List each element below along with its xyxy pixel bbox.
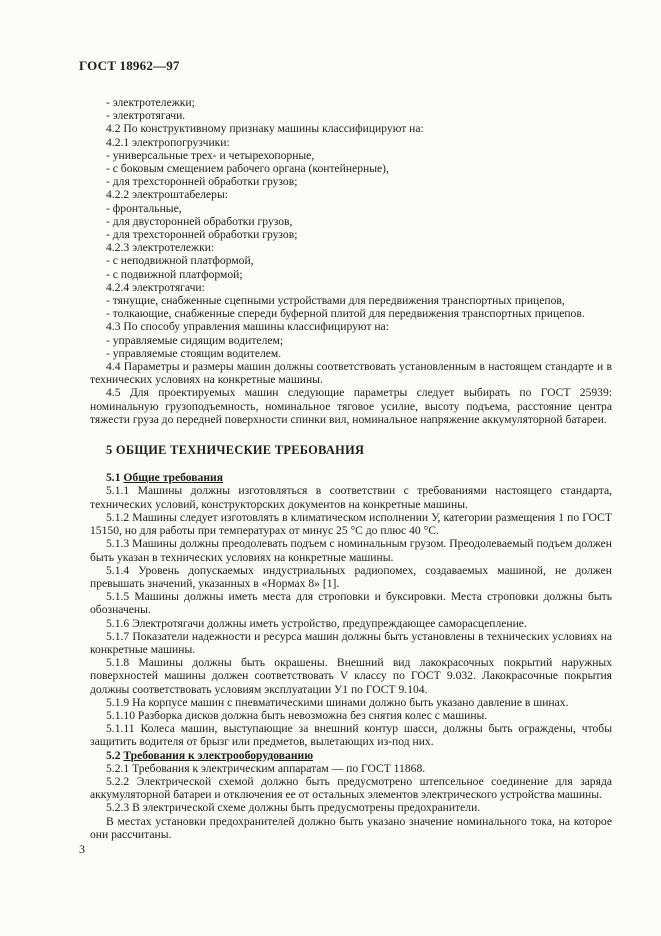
subsection-heading <box>90 471 612 484</box>
paragraph: 4.3 По способу управления машины классифицируют на: <box>106 320 389 334</box>
list-item: - для двусторонней обработки грузов, <box>106 214 293 228</box>
paragraph: 5.1.4 Уровень допускаемых индустриальных радиопомех, создаваемых машиной, не должен превышать значений, указанных в «Нормах 8» [1]. <box>90 563 612 590</box>
list-item: - тянущие, снабженные сцепными устройствами для передвижения транспортных прицепов, <box>106 294 565 308</box>
paragraph: 5.2.3 В электрической схеме должны быть предусмотрены предохранители. <box>106 801 481 815</box>
paragraph: 5.1.9 На корпусе машин с пневматическими шинами должно быть указано давление в шинах. <box>106 695 569 709</box>
paragraph: 4.2.1 электропогрузчики: <box>106 135 230 149</box>
paragraph: 5.2.1 Требования к электрическим аппаратам — по ГОСТ 11868. <box>106 761 426 775</box>
page-number: 3 <box>79 842 85 856</box>
paragraph: 5.1.10 Разборка дисков должна быть невозможна без снятия колес с машины. <box>106 708 488 722</box>
paragraph: 5.1.6 Электротягачи должны иметь устройство, предупреждающее саморасцепление. <box>106 616 527 630</box>
paragraph: 5.1.7 Показатели надежности и ресурса машин должны быть установлены в технических условиях на конкретные машины. <box>90 629 612 656</box>
list-item: - с боковым смещением рабочего органа (контейнерные), <box>106 162 389 176</box>
paragraph: 5.1.5 Машины должны иметь места для строповки и буксировки. Места строповки должны быть обозначены. <box>90 590 612 617</box>
list-item: - универсальные трех- и четырехопорные, <box>106 148 315 162</box>
paragraph: В местах установки предохранителей должно быть указано значение номинального тока, на которое они рассчитаны. <box>90 814 612 841</box>
document-body <box>90 96 612 841</box>
list-item: - управляемые стоящим водителем. <box>106 346 282 360</box>
standard-header: ГОСТ 18962—97 <box>79 58 180 73</box>
subsection-title: Требования к электрооборудованию <box>123 748 314 762</box>
paragraph: 4.2.4 электротягачи: <box>106 280 205 294</box>
list-item: - для трехсторонней обработки грузов; <box>106 175 298 189</box>
paragraph: 4.4 Параметры и размеры машин должны соответствовать установленным в настоящем стандарте и в технических условиях на конкретные машины. <box>90 360 612 387</box>
subsection-number: 5.1 <box>106 471 124 485</box>
subsection-title: Общие требования <box>123 471 223 485</box>
list-item: - фронтальные, <box>106 201 182 215</box>
list-item: - с подвижной платформой; <box>106 267 243 281</box>
paragraph: 4.2.3 электротележки: <box>106 241 215 255</box>
list-item: - управляемые сидящим водителем; <box>106 333 284 347</box>
paragraph: 5.1.8 Машины должны быть окрашены. Внешний вид лакокрасочных покрытий наружных поверхностей машины должен соответствовать V классу по ГОСТ 9.032. Лакокрасочные покрытия должны соответствовать условиям эксплуатации У1 по ГОСТ 9.104. <box>90 656 612 696</box>
paragraph: 4.2.2 электроштабелеры: <box>106 188 228 202</box>
paragraph: 5.1.3 Машины должны преодолевать подъем с номинальным грузом. Преодолеваемый подъем должен быть указан в технических условиях на конкретные машины. <box>90 537 612 564</box>
paragraph: 4.5 Для проектируемых машин следующие параметры следует выбирать по ГОСТ 25939: номинальную грузоподъемность, номинальное тяговое усилие, высоту подъема, расстояние центра тяжести груза до передней поверхности спинки вил, номинальное напряжение аккумуляторной батареи. <box>90 386 612 426</box>
subsection-number: 5.2 <box>106 748 124 762</box>
section-heading: 5 ОБЩИЕ ТЕХНИЧЕСКИЕ ТРЕБОВАНИЯ <box>106 443 365 458</box>
paragraph: 5.1.11 Колеса машин, выступающие за внешний контур шасси, должны быть ограждены, чтобы защитить водителя от брызг или предметов, вылетающих из-под них. <box>90 722 612 749</box>
list-item: - электротягачи. <box>106 109 186 123</box>
paragraph: 5.1.1 Машины должны изготовляться в соответствии с требованиями настоящего стандарта, технических условий, конструкторских документов на конкретные машины. <box>90 484 612 511</box>
list-item: - электротележки; <box>106 96 195 109</box>
paragraph: 5.2.2 Электрической схемой должно быть предусмотрено штепсельное соединение для заряда аккумуляторной батареи и отключения ее от остальных элементов электрического устройства машины. <box>90 774 612 802</box>
paragraph: 5.1.2 Машины следует изготовлять в климатическом исполнении У, категории размещения 1 по ГОСТ 15150, но для работы при температурах от минус 25 °С до плюс 40 °С. <box>90 510 612 538</box>
paragraph: 4.2 По конструктивному признаку машины классифицируют на: <box>106 122 424 136</box>
list-item: - толкающие, снабженные спереди буферной плитой для передвижения транспортных прицепов. <box>106 307 585 321</box>
list-item: - с неподвижной платформой, <box>106 254 254 268</box>
list-item: - для трехсторонней обработки грузов; <box>106 228 298 242</box>
subsection-heading <box>90 749 612 762</box>
